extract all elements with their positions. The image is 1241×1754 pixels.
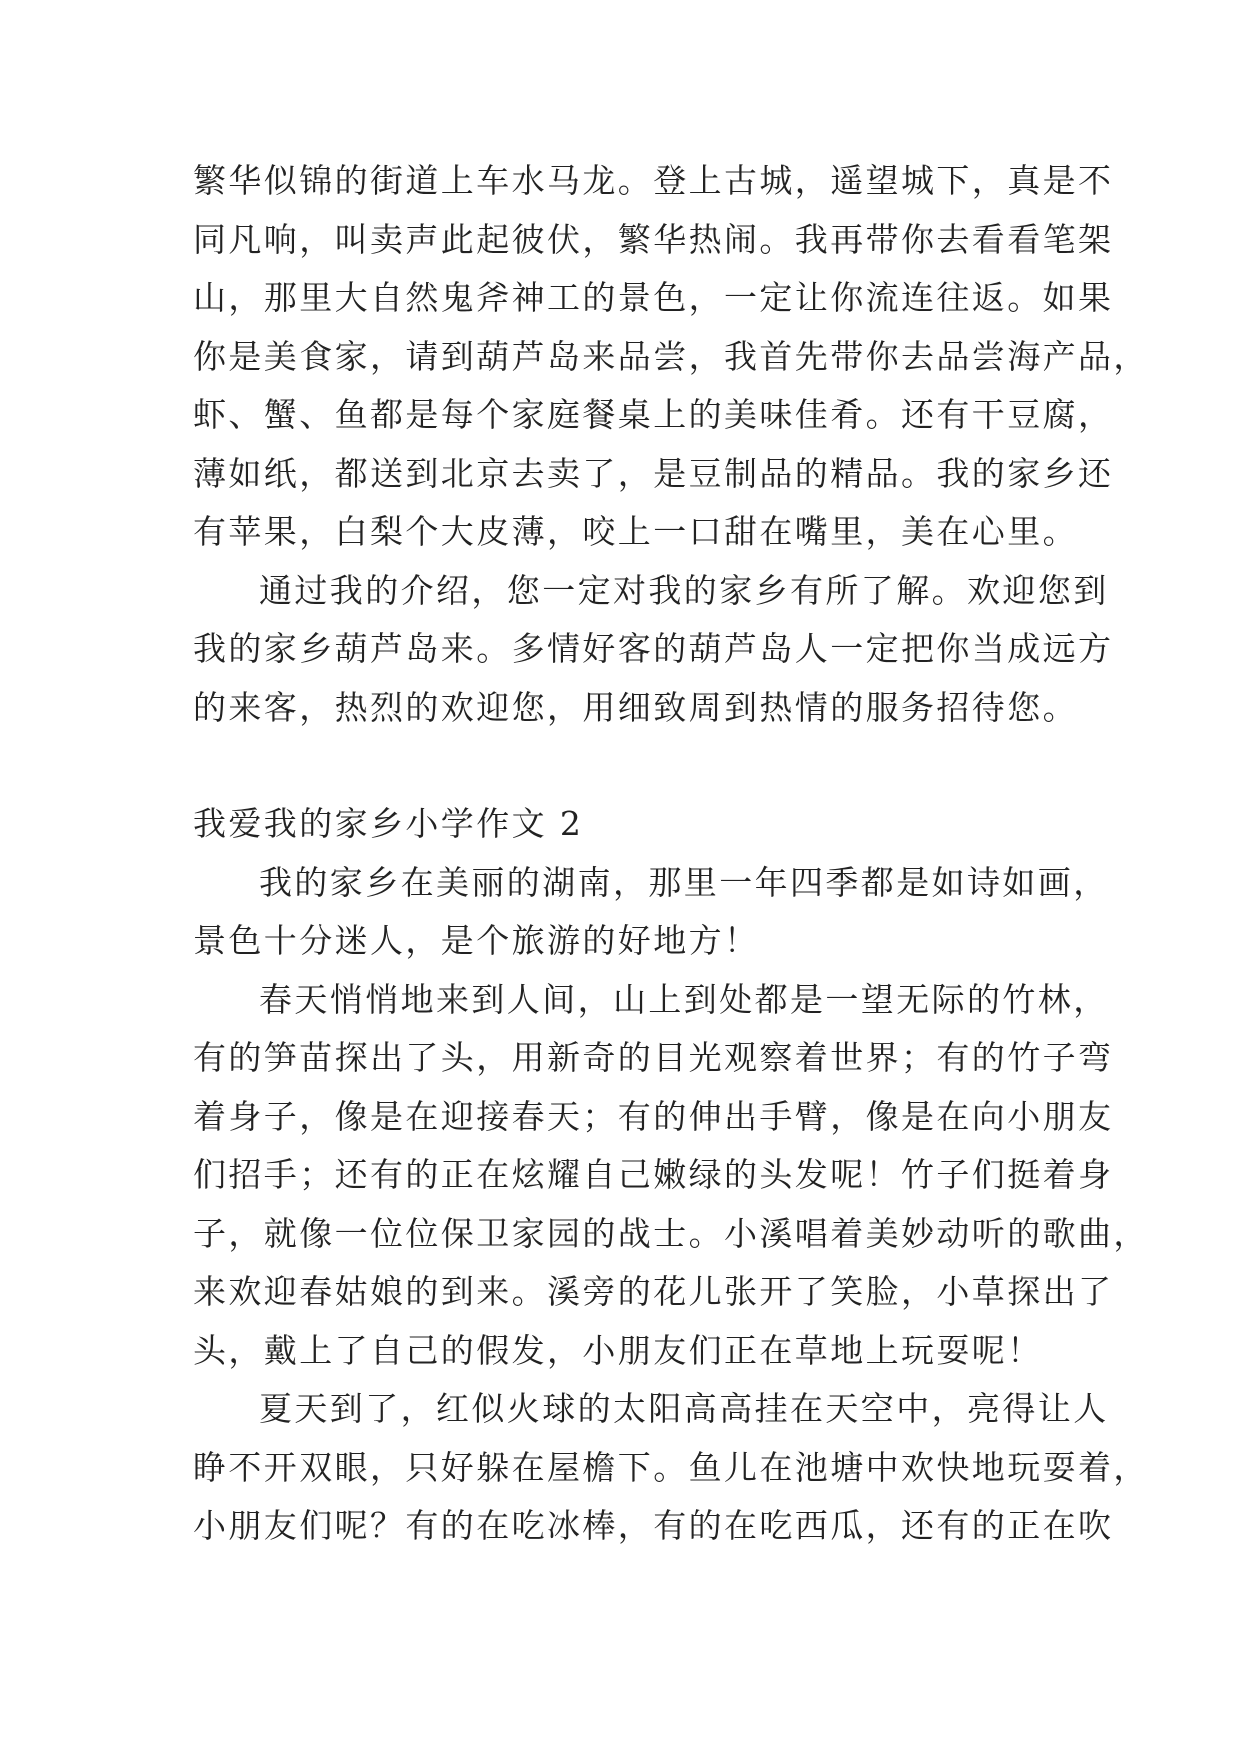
text-line: 着身子，像是在迎接春天；有的伸出手臂，像是在向小朋友 <box>193 1096 1114 1136</box>
text-line: 同凡响，叫卖声此起彼伏，繁华热闹。我再带你去看看笔架 <box>193 219 1114 259</box>
essay-2-paragraph-summer <box>193 1380 1149 1556</box>
text-line: 小朋友们呢？有的在吃冰棒，有的在吃西瓜，还有的正在吹 <box>193 1506 1114 1545</box>
essay-1-paragraph-continued <box>193 152 1149 562</box>
text-line: 有苹果，白梨个大皮薄，咬上一口甜在嘴里，美在心里。 <box>193 512 1078 551</box>
text-line: 子，就像一位位保卫家园的战士。小溪唱着美妙动听的歌曲， <box>193 1213 1149 1253</box>
text-line: 来欢迎春姑娘的到来。溪旁的花儿张开了笑脸，小草探出了 <box>193 1272 1114 1311</box>
text-line: 头，戴上了自己的假发，小朋友们正在草地上玩耍呢！ <box>193 1330 1043 1370</box>
essay-2-paragraph-spring <box>193 971 1149 1381</box>
essay-2-title: 我爱我的家乡小学作文 2 <box>193 804 584 843</box>
text-line: 繁华似锦的街道上车水马龙。登上古城，遥望城下，真是不 <box>193 161 1114 200</box>
document-page <box>193 152 1149 1556</box>
text-line: 山，那里大自然鬼斧神工的景色，一定让你流连往返。如果 <box>193 278 1114 317</box>
text-line: 睁不开双眼，只好躲在屋檐下。鱼儿在池塘中欢快地玩耍着， <box>193 1447 1149 1487</box>
essay-2-paragraph-intro <box>193 854 1109 971</box>
essay-1-closing-paragraph <box>193 562 1114 738</box>
text-line: 的来客，热烈的欢迎您，用细致周到热情的服务招待您。 <box>193 687 1078 727</box>
text-line: 我的家乡葫芦岛来。多情好客的葫芦岛人一定把你当成远方 <box>193 629 1114 668</box>
text-line: 你是美食家，请到葫芦岛来品尝，我首先带你去品尝海产品， <box>193 336 1149 376</box>
text-line: 我的家乡在美丽的湖南，那里一年四季都是如诗如画， <box>259 862 1109 902</box>
text-line: 有的笋苗探出了头，用新奇的目光观察着世界；有的竹子弯 <box>193 1038 1114 1077</box>
text-line: 夏天到了，红似火球的太阳高高挂在天空中，亮得让人 <box>259 1389 1109 1428</box>
text-line: 景色十分迷人，是个旅游的好地方！ <box>193 921 760 960</box>
text-line: 薄如纸，都送到北京去卖了，是豆制品的精品。我的家乡还 <box>193 453 1114 493</box>
text-line: 们招手；还有的正在炫耀自己嫩绿的头发呢！竹子们挺着身 <box>193 1155 1114 1194</box>
text-line: 通过我的介绍，您一定对我的家乡有所了解。欢迎您到 <box>259 570 1109 610</box>
text-line: 春天悄悄地来到人间，山上到处都是一望无际的竹林， <box>259 979 1109 1019</box>
section-spacer <box>193 737 1055 795</box>
text-line: 虾、蟹、鱼都是每个家庭餐桌上的美味佳肴。还有干豆腐， <box>193 395 1114 434</box>
